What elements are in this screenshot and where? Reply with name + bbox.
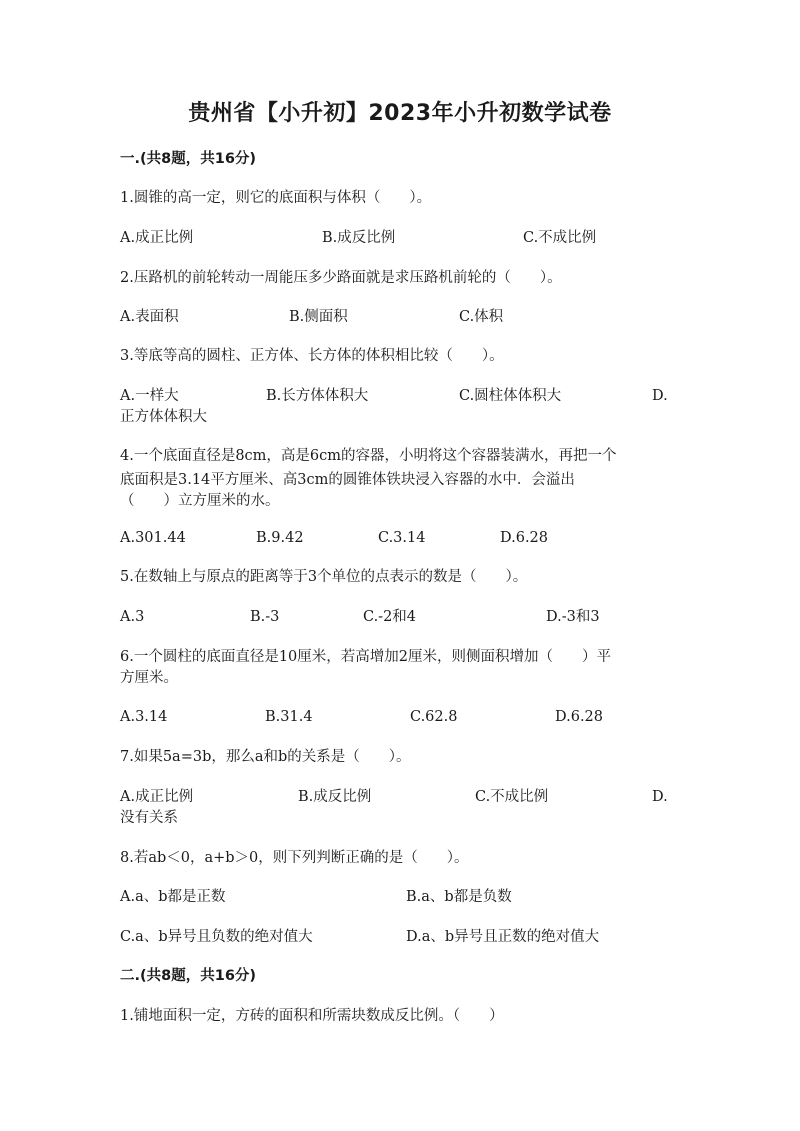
question-7-option-b: B.成反比例 [298, 789, 372, 805]
question-5-text: 5.在数轴上与原点的距离等于3个单位的点表示的数是（ ）。 [120, 569, 528, 585]
question-4-text-line-1: 4.一个底面直径是8cm，高是6cm的容器，小明将这个容器装满水，再把一个 [120, 448, 617, 464]
question-4-option-c: C.3.14 [378, 530, 426, 546]
exam-title: 贵州省【小升初】2023年小升初数学试卷 [188, 101, 612, 126]
question-6-option-b: B.31.4 [265, 709, 313, 725]
question-6-option-c: C.62.8 [410, 709, 458, 725]
question-2-text: 2.压路机的前轮转动一周能压多少路面就是求压路机前轮的（ ）。 [120, 270, 562, 286]
question-2-option-c: C.体积 [459, 309, 504, 325]
question-6-option-a: A.3.14 [120, 709, 168, 725]
question-4-option-a: A.301.44 [120, 530, 186, 546]
question-3-text: 3.等底等高的圆柱、正方体、长方体的体积相比较（ ）。 [120, 348, 504, 364]
question-8-text: 8.若ab＜0，a+b＞0，则下列判断正确的是（ ）。 [120, 850, 469, 866]
question-1-option-a: A.成正比例 [120, 230, 194, 246]
question-7-option-d: D. [652, 789, 668, 805]
question-3-option-c: C.圆柱体体积大 [459, 388, 562, 404]
question-7-option-d-text: 没有关系 [120, 810, 178, 826]
question-5-option-b: B.-3 [250, 609, 280, 625]
section-2-question-1-text: 1.铺地面积一定，方砖的面积和所需块数成反比例。（ ） [120, 1008, 504, 1024]
question-3-option-d-text: 正方体体积大 [120, 409, 207, 425]
question-3-option-d: D. [652, 388, 668, 404]
question-7-option-c: C.不成比例 [475, 789, 549, 805]
question-6-text-line-2: 方厘米。 [120, 670, 178, 686]
question-1-option-c: C.不成比例 [523, 230, 597, 246]
question-5-option-c: C.-2和4 [363, 609, 417, 625]
question-7-text: 7.如果5a=3b，那么a和b的关系是（ ）。 [120, 749, 411, 765]
question-1-text: 1.圆锥的高一定，则它的底面积与体积（ ）。 [120, 190, 432, 206]
question-8-option-c: C.a、b异号且负数的绝对值大 [120, 929, 313, 945]
question-3-option-a: A.一样大 [120, 388, 179, 404]
question-4-option-b: B.9.42 [256, 530, 304, 546]
question-7-option-a: A.成正比例 [120, 789, 194, 805]
section-heading-1: 一.(共8题，共16分) [120, 151, 257, 167]
question-8-option-a: A.a、b都是正数 [120, 889, 226, 905]
question-5-option-a: A.3 [120, 609, 145, 625]
question-5-option-d: D.-3和3 [546, 609, 600, 625]
question-3-option-b: B.长方体体积大 [266, 388, 369, 404]
question-6-option-d: D.6.28 [555, 709, 604, 725]
question-2-option-a: A.表面积 [120, 309, 179, 325]
question-4-text-line-3: （ ）立方厘米的水。 [120, 493, 280, 509]
question-8-option-b: B.a、b都是负数 [406, 889, 512, 905]
question-4-option-d: D.6.28 [500, 530, 549, 546]
question-1-option-b: B.成反比例 [322, 230, 396, 246]
question-2-option-b: B.侧面积 [289, 309, 348, 325]
section-heading-2: 二.(共8题，共16分) [120, 968, 257, 984]
question-6-text-line-1: 6.一个圆柱的底面直径是10厘米，若高增加2厘米，则侧面积增加（ ）平 [120, 649, 612, 665]
question-4-text-line-2: 底面积是3.14平方厘米、高3cm的圆锥体铁块浸入容器的水中．会溢出 [120, 472, 575, 488]
question-8-option-d: D.a、b异号且正数的绝对值大 [406, 929, 600, 945]
